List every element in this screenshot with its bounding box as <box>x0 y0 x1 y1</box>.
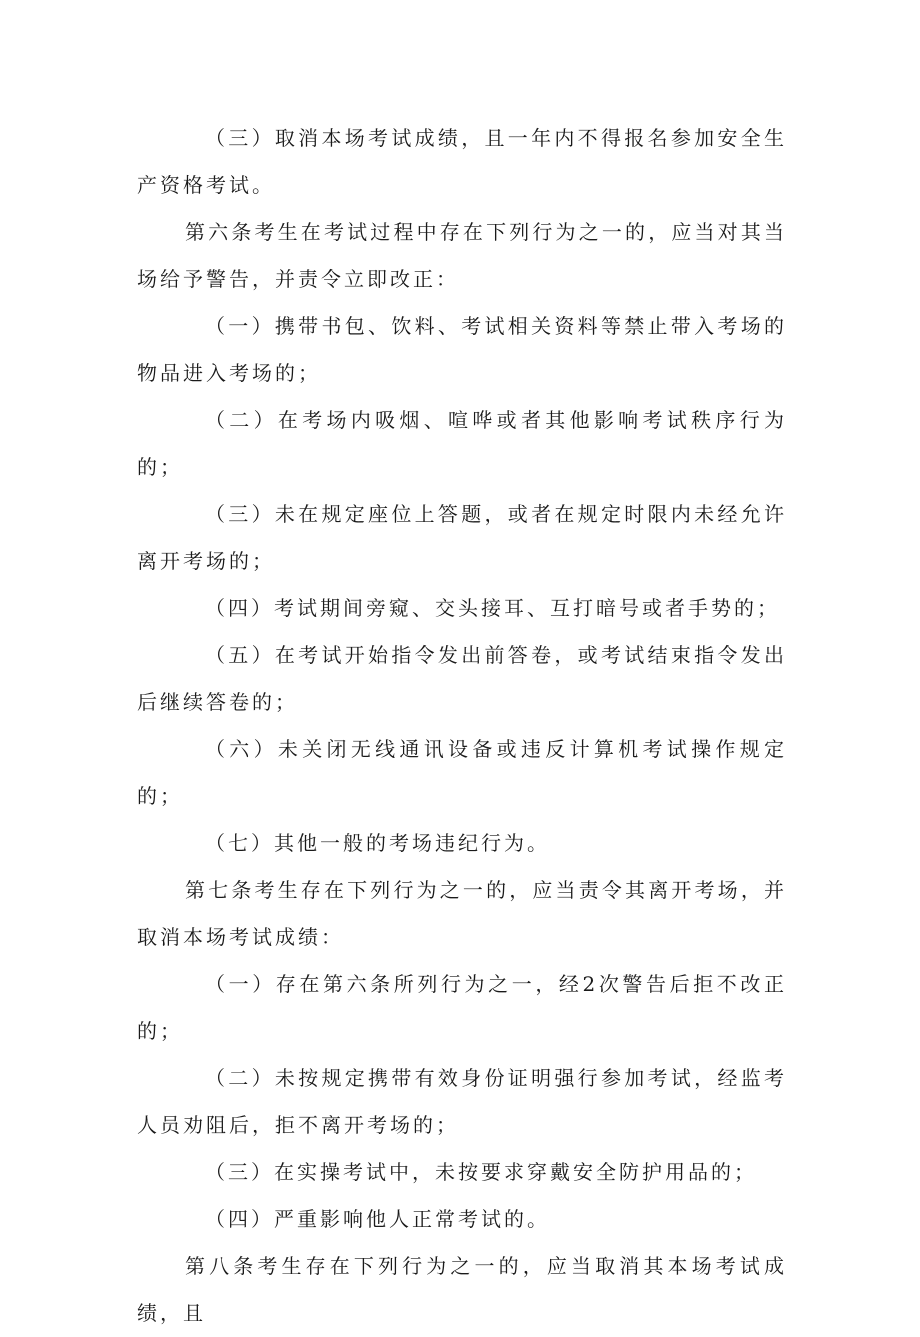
article-paragraph: 第六条考生在考试过程中存在下列行为之一的，应当对其当场给予警告，并责令立即改正： <box>137 220 787 291</box>
clause-paragraph: （三）取消本场考试成绩，且一年内不得报名参加安全生产资格考试。 <box>137 126 787 197</box>
clause-paragraph: （五）在考试开始指令发出前答卷，或考试结束指令发出后继续答卷的； <box>137 643 787 714</box>
clause-paragraph: （二）在考场内吸烟、喧哗或者其他影响考试秩序行为的； <box>137 408 787 479</box>
clause-paragraph: （七）其他一般的考场违纪行为。 <box>205 831 550 855</box>
article-paragraph: 第七条考生存在下列行为之一的，应当责令其离开考场，并取消本场考试成绩： <box>137 878 787 949</box>
clause-paragraph: （四）考试期间旁窥、交头接耳、互打暗号或者手势的； <box>205 596 780 620</box>
document-body <box>137 115 787 1337</box>
clause-paragraph: （三）未在规定座位上答题，或者在规定时限内未经允许离开考场的； <box>137 502 787 573</box>
clause-paragraph: （四）严重影响他人正常考试的。 <box>205 1207 550 1231</box>
article-paragraph: 第八条考生存在下列行为之一的，应当取消其本场考试成绩，且 <box>137 1254 787 1325</box>
clause-paragraph: （一）携带书包、饮料、考试相关资料等禁止带入考场的物品进入考场的； <box>137 314 787 385</box>
clause-paragraph: （六）未关闭无线通讯设备或违反计算机考试操作规定的； <box>137 737 787 808</box>
clause-paragraph: （二）未按规定携带有效身份证明强行参加考试，经监考人员劝阻后，拒不离开考场的； <box>137 1066 787 1137</box>
clause-paragraph: （一）存在第六条所列行为之一，经2次警告后拒不改正的； <box>137 972 787 1043</box>
clause-paragraph: （三）在实操考试中，未按要求穿戴安全防护用品的； <box>205 1160 757 1184</box>
